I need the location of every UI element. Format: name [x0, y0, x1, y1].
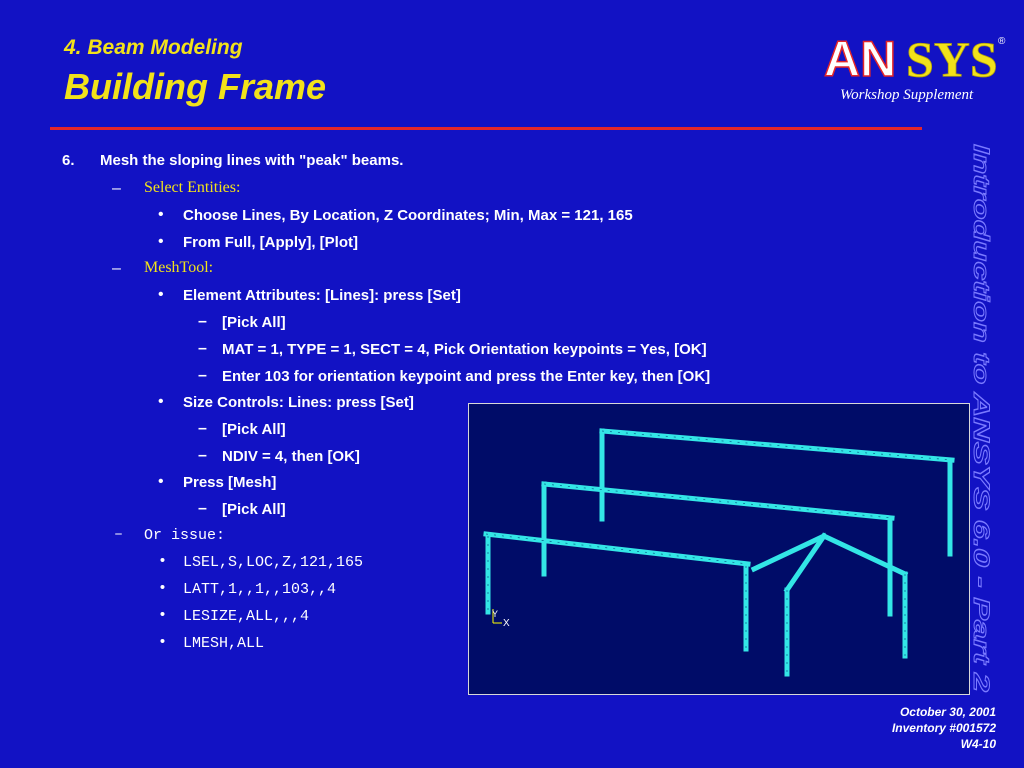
bullet-marker: •	[158, 553, 168, 570]
or-issue-label: Or issue:	[144, 527, 226, 544]
header-rule	[50, 127, 922, 130]
dash-marker: –	[112, 180, 121, 197]
dash-marker: –	[198, 313, 207, 330]
select-entities-label: Select Entities:	[144, 179, 241, 196]
logo-registered: ®	[998, 36, 1006, 47]
sc-sub-item: [Pick All]	[222, 421, 286, 438]
press-mesh-item: Press [Mesh]	[183, 474, 277, 491]
frame-model	[469, 404, 969, 694]
bullet-marker: •	[158, 607, 168, 624]
select-item: From Full, [Apply], [Plot]	[183, 234, 358, 251]
logo-an: AN	[824, 31, 897, 87]
footer-inventory: Inventory #001572	[891, 721, 996, 735]
ea-sub-item: MAT = 1, TYPE = 1, SECT = 4, Pick Orientation keypoints = Yes, [OK]	[222, 341, 707, 358]
sc-sub-item: NDIV = 4, then [OK]	[222, 448, 360, 465]
command-line: LATT,1,,1,,103,,4	[183, 581, 337, 598]
axis-y-label: Y	[492, 609, 499, 619]
dash-marker: –	[198, 447, 207, 464]
dash-marker: –	[198, 340, 207, 357]
back-beam	[602, 431, 952, 460]
bullet-marker: •	[158, 634, 168, 651]
command-line: LSEL,S,LOC,Z,121,165	[183, 554, 364, 571]
bullet-marker: •	[158, 206, 164, 223]
logo-sys: SYS	[906, 31, 998, 87]
peak-right-beam	[824, 536, 905, 574]
pm-sub-item: [Pick All]	[222, 501, 286, 518]
dash-marker: –	[198, 500, 207, 517]
step-text: Mesh the sloping lines with "peak" beams.	[100, 152, 404, 169]
select-item: Choose Lines, By Location, Z Coordinates; Min, Max = 121, 165	[183, 207, 633, 224]
axis-triad	[492, 609, 510, 629]
footer	[892, 704, 996, 752]
section-subtitle: 4. Beam Modeling	[64, 36, 243, 59]
side-title-text: Introduction to ANSYS 6.0 - Part 2	[969, 144, 994, 498]
bullet-marker: •	[158, 580, 168, 597]
bullet-marker: •	[158, 393, 164, 410]
step-number: 6.	[62, 152, 75, 169]
bullet-marker: •	[158, 233, 164, 250]
logo-subtext: Workshop Supplement	[840, 87, 974, 103]
ea-sub-item: Enter 103 for orientation keypoint and press the Enter key, then [OK]	[222, 368, 711, 385]
model-viewport[interactable]	[468, 403, 970, 695]
command-line: LESIZE,ALL,,,4	[183, 608, 310, 625]
footer-date: October 30, 2001	[899, 705, 996, 719]
slide-title: Building Frame	[64, 66, 327, 107]
dash-marker: –	[112, 260, 121, 277]
size-controls-item: Size Controls: Lines: press [Set]	[183, 394, 414, 411]
dash-marker: –	[198, 367, 207, 384]
footer-page: W4-10	[960, 737, 996, 751]
ea-sub-item: [Pick All]	[222, 314, 286, 331]
bullet-marker: •	[158, 473, 164, 490]
ansys-logo	[820, 28, 1010, 88]
element-attributes-item: Element Attributes: [Lines]: press [Set]	[183, 287, 461, 304]
command-line: LMESH,ALL	[183, 635, 265, 652]
dash-marker: –	[198, 420, 207, 437]
bullet-marker: •	[158, 286, 164, 303]
dash-marker: –	[114, 526, 124, 543]
axis-x-label: X	[503, 618, 510, 629]
meshtool-label: MeshTool:	[144, 259, 214, 276]
